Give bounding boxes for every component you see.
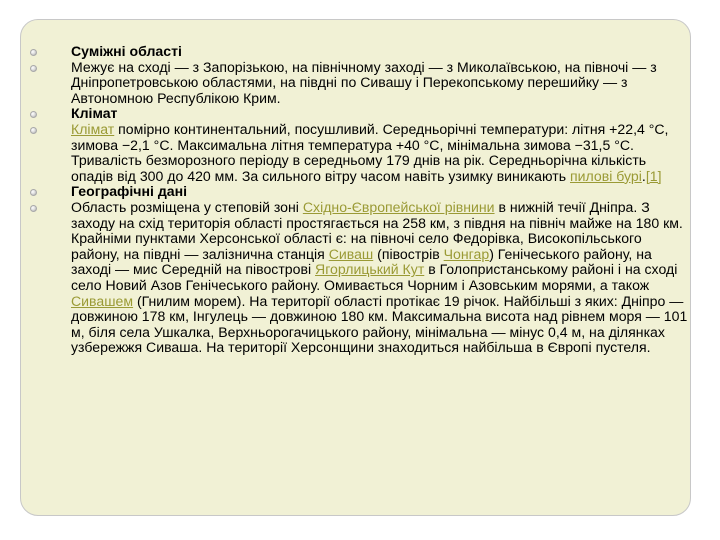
bullet-item-heading-2 bbox=[30, 106, 690, 122]
text-run: Область розміщена у степовій зоні bbox=[71, 198, 303, 215]
section-heading-adjacent-regions: Суміжні області bbox=[71, 43, 182, 59]
bullet-icon bbox=[30, 49, 37, 56]
text-run: в нижній течії Дніпра. З заходу на схід територія області простягається на 258 км, з півдня на північ майже на 180 км. Крайніми пунктами Херсонської області є: на півночі село Федорівка, Високопільського району, на півдні — залізнична станція bbox=[71, 198, 683, 262]
inline-link[interactable]: Клімат bbox=[71, 120, 115, 137]
text-run: (Гнилим морем). На території області протікає 19 річок. Найбільші з яких: Дніпро — довжиною 178 км, Інгулець — довжиною 180 км. Максимальна висота над рівнем моря — 101 м, біля села Ушкалка, Верхньорогачицького району, мінімальна — мінус 0,4 м, на ділянках узбережжя Сиваша. На території Херсонщини знаходиться найбільша в Європі пустеля. bbox=[71, 292, 688, 356]
text-run: Межує на сході — з Запорізькою, на північному заході — з Миколаївською, на півночі — з Дніпропетровською областями, на півдні по Сивашу і Перекопському перешийку — з Автономною Республікою Крим. bbox=[71, 58, 657, 106]
bullet-icon bbox=[30, 127, 37, 134]
bullet-list bbox=[30, 44, 690, 356]
bullet-item-text-2 bbox=[30, 122, 690, 184]
section-heading-geography: Географічні дані bbox=[71, 183, 188, 200]
inline-link[interactable]: пилові бурі bbox=[570, 167, 642, 184]
paragraph-climate bbox=[71, 121, 668, 184]
text-run: ) Генічеського району, на заході — мис Середній на півострові bbox=[71, 245, 652, 278]
bullet-item-text-1 bbox=[30, 60, 690, 107]
bullet-icon bbox=[30, 205, 37, 212]
text-run: (півострів bbox=[373, 245, 444, 262]
inline-link[interactable]: Ягорлицький Кут bbox=[315, 261, 425, 278]
bullet-icon bbox=[30, 189, 37, 196]
text-run: в Голопристанському районі і на сході село Новий Азов Генічеського району. Омивається Чорним і Азовським морями, а також bbox=[71, 261, 678, 293]
text-run: . bbox=[641, 167, 646, 184]
text-run: помірно континентальний, посушливий. Середньорічні температури: літня +22,4 °C, зимова −2,1 °C. Максимальна літня температура +40 °C, мінімальна зимова −31,5 °C. Тривалість безморозного періоду в середньому 179 днів на рік. Середньорічна кількість опадів від 300 до 420 мм. За сильного вітру часом навіть узимку виникають bbox=[71, 120, 669, 184]
bullet-icon bbox=[30, 65, 37, 72]
paragraph-adjacent-regions bbox=[71, 59, 657, 106]
bullet-item-text-3 bbox=[30, 200, 690, 356]
inline-link[interactable]: Чонгар bbox=[443, 245, 490, 262]
inline-link[interactable]: [1] bbox=[645, 167, 662, 184]
inline-link[interactable]: Сиваш bbox=[328, 245, 374, 262]
paragraph-geography bbox=[71, 199, 687, 355]
bullet-item-heading-3 bbox=[30, 184, 690, 200]
inline-link[interactable]: Східно-Європейської рівнини bbox=[302, 198, 495, 215]
bullet-icon bbox=[30, 111, 37, 118]
bullet-item-heading-1 bbox=[30, 44, 690, 60]
inline-link[interactable]: Сивашем bbox=[71, 292, 134, 309]
section-heading-climate: Клімат bbox=[71, 105, 118, 122]
